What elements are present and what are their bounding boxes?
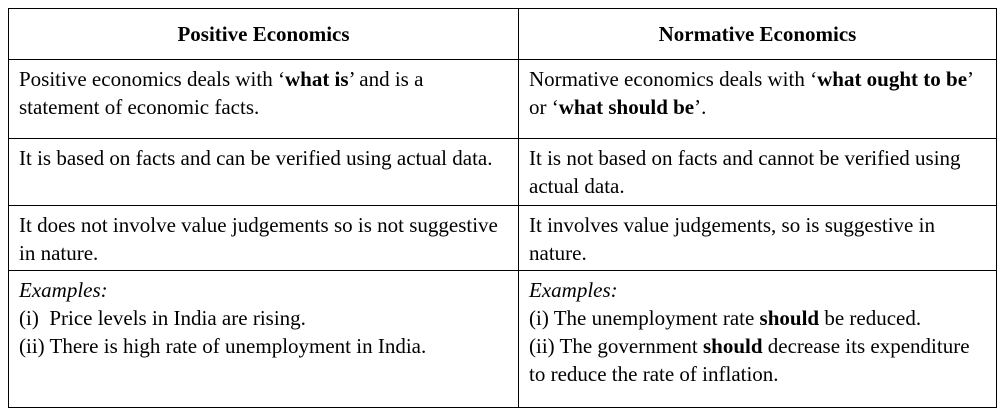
table-row xyxy=(9,271,997,408)
normative-example-2-bold: should xyxy=(702,334,763,358)
normative-example-1-bold: should xyxy=(759,306,820,330)
table-row xyxy=(9,139,997,206)
positive-examples-cell xyxy=(9,271,519,408)
positive-examples-heading: Examples: xyxy=(19,278,108,302)
table-row xyxy=(9,60,997,139)
positive-verification-cell: It is based on facts and can be verified using actual data. xyxy=(9,139,519,206)
positive-definition-cell xyxy=(9,60,519,139)
economics-comparison-table xyxy=(8,8,997,408)
header-positive-economics: Positive Economics xyxy=(9,9,519,60)
normative-verification-cell: It is not based on facts and cannot be verified using actual data. xyxy=(519,139,997,206)
normative-examples-cell xyxy=(519,271,997,408)
normative-example-2-post: decrease its expenditure to reduce the rate of inflation. xyxy=(529,334,970,386)
normative-example-1-post: be reduced. xyxy=(819,306,922,330)
normative-definition-post: ’. xyxy=(694,95,707,119)
normative-example-1-pre: (i) The unemployment rate xyxy=(529,306,760,330)
normative-definition-cell xyxy=(519,60,997,139)
normative-value-judgement-cell: It involves value judgements, so is suggestive in nature. xyxy=(519,206,997,271)
normative-definition-pre: Normative economics deals with ‘ xyxy=(529,67,818,91)
positive-example-2: (ii) There is high rate of unemployment in India. xyxy=(19,334,427,358)
positive-definition-bold: what is xyxy=(284,67,349,91)
positive-definition-pre: Positive economics deals with ‘ xyxy=(19,67,285,91)
normative-definition-mid: ’ or ‘ xyxy=(529,67,973,119)
table-row xyxy=(9,206,997,271)
positive-definition-post: ’ and is a statement of economic facts. xyxy=(19,67,424,119)
positive-value-judgement-cell: It does not involve value judgements so is not suggestive in nature. xyxy=(9,206,519,271)
normative-examples-heading: Examples: xyxy=(529,278,618,302)
normative-example-2 xyxy=(529,332,986,388)
table-header-row xyxy=(9,9,997,60)
header-normative-economics: Normative Economics xyxy=(519,9,997,60)
normative-example-1 xyxy=(529,304,986,332)
normative-example-2-pre: (ii) The government xyxy=(529,334,703,358)
normative-definition-bold-1: what ought to be xyxy=(817,67,968,91)
positive-example-1: (i) Price levels in India are rising. xyxy=(19,306,306,330)
normative-definition-bold-2: what should be xyxy=(558,95,695,119)
